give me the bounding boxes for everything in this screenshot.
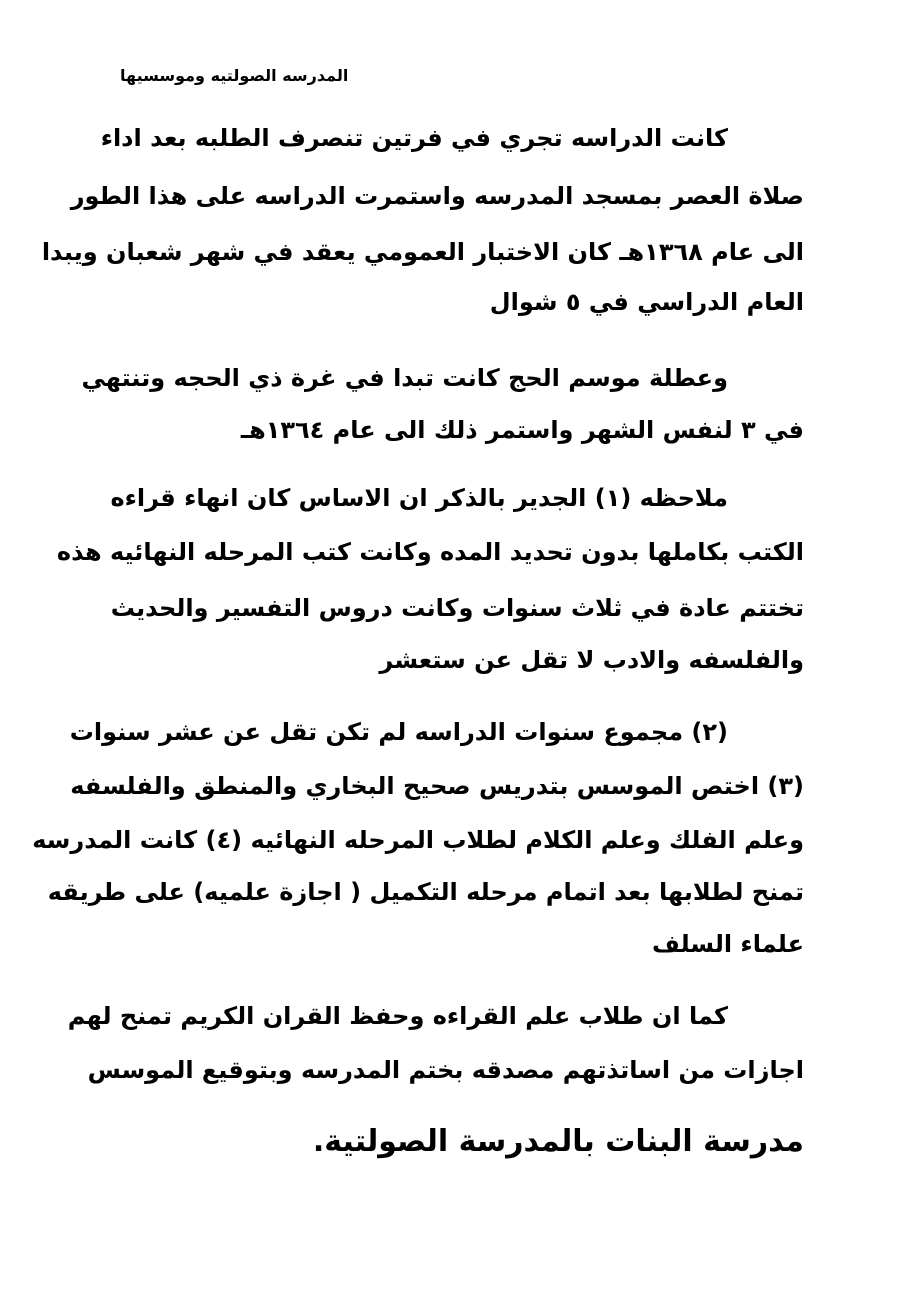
paragraph-5-line-1: كما ان طلاب علم القراءه وحفظ القران الكريم تمنح لهم (67, 1002, 728, 1030)
paragraph-4-line-1: (٢) مجموع سنوات الدراسه لم تكن تقل عن عشر سنوات (69, 718, 728, 746)
paragraph-1-line-2: صلاة العصر بمسجد المدرسه واستمرت الدراسه على هذا الطور (70, 182, 804, 210)
paragraph-2-line-2: في ٣ لنفس الشهر واستمر ذلك الى عام ١٣٦٤هـ (240, 416, 804, 444)
paragraph-4-line-3: وعلم الفلك وعلم الكلام لطلاب المرحله النهائيه (٤) كانت المدرسه (32, 826, 804, 854)
paragraph-1-line-1: كانت الدراسه تجري في فرتين تنصرف الطلبه بعد اداء (100, 124, 728, 152)
paragraph-1-line-3: الى عام ١٣٦٨هـ كان الاختبار العمومي يعقد في شهر شعبان ويبدا (41, 238, 804, 266)
paragraph-3-line-1: ملاحظه (١) الجدير بالذكر ان الاساس كان انهاء قراءه (110, 484, 728, 512)
paragraph-1-line-4: العام الدراسي في ٥ شوال (489, 288, 804, 316)
paragraph-2-line-1: وعطلة موسم الحج كانت تبدا في غرة ذي الحجه وتنتهي (81, 364, 728, 392)
paragraph-4-line-2: (٣) اختص الموسس بتدريس صحيح البخاري والمنطق والفلسفه (70, 772, 804, 800)
section-heading: مدرسة البنات بالمدرسة الصولتية. (312, 1124, 804, 1159)
paragraph-3-line-2: الكتب بكاملها بدون تحديد المده وكانت كتب المرحله النهائيه هذه (56, 538, 804, 566)
paragraph-5-line-2: اجازات من اساتذتهم مصدقه بختم المدرسه وبتوقيع الموسس (87, 1056, 804, 1084)
paragraph-3-line-4: والفلسفه والادب لا تقل عن ستعشر (379, 646, 804, 674)
paragraph-4-line-4: تمنح لطلابها بعد اتمام مرحله التكميل ( اجازة علميه) على طريقه (47, 878, 804, 906)
paragraph-3-line-3: تختتم عادة في ثلاث سنوات وكانت دروس التفسير والحديث (110, 594, 804, 622)
running-header: المدرسه الصولتيه وموسسيها (120, 66, 349, 85)
paragraph-4-line-5: علماء السلف (652, 930, 804, 958)
